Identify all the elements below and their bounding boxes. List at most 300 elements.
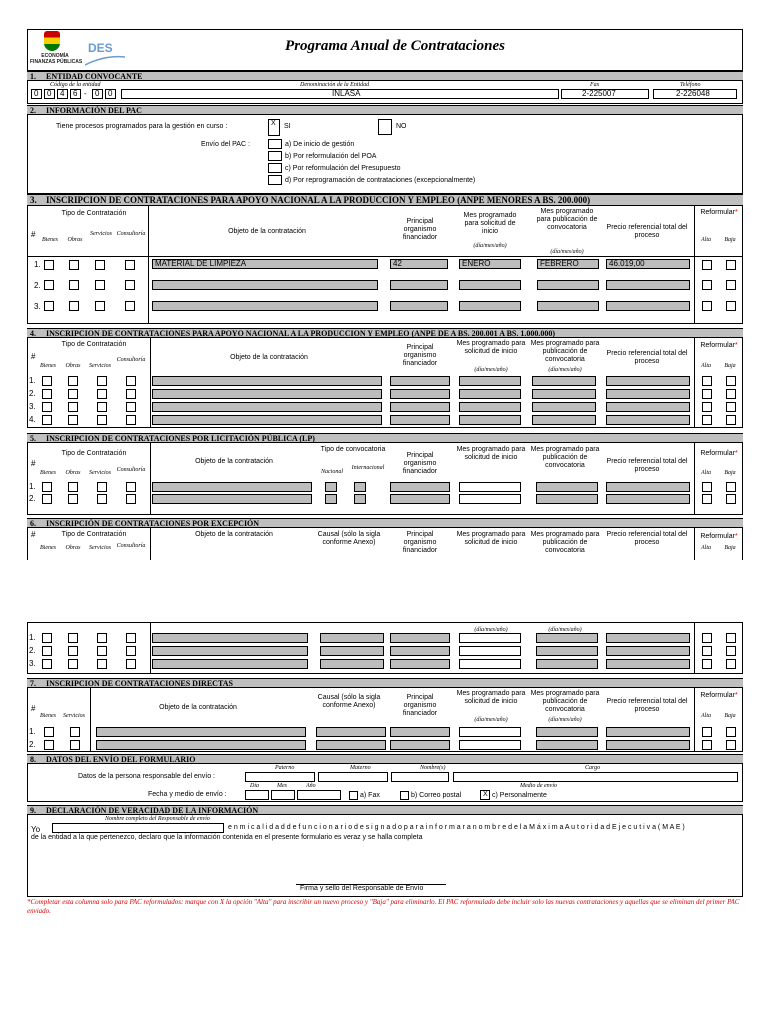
- code-digit[interactable]: 6: [70, 89, 81, 99]
- causal-field[interactable]: [320, 646, 384, 656]
- hash-label: #: [31, 230, 36, 239]
- nacional-header: Nacional: [321, 469, 343, 475]
- mes-pub-field[interactable]: FEBRERO: [537, 259, 599, 269]
- row-number: 1.: [29, 376, 36, 385]
- section-5-num: 5.: [30, 434, 36, 443]
- obras-checkbox[interactable]: [68, 659, 78, 669]
- organismo-header: Principal organismo financiador: [402, 218, 438, 241]
- mes-pub-field[interactable]: [536, 727, 598, 737]
- bienes-checkbox[interactable]: [42, 633, 52, 643]
- code-digit[interactable]: 0: [31, 89, 42, 99]
- section-4-bar: [27, 328, 743, 338]
- mes-inicio-header: Mes programado para solicitud de inicio: [456, 340, 526, 355]
- organismo-field[interactable]: [390, 415, 450, 425]
- organismo-field[interactable]: [390, 402, 450, 412]
- baja-checkbox[interactable]: [726, 376, 736, 386]
- correo-option: b) Correo postal: [411, 792, 462, 799]
- si-label: SI: [284, 123, 291, 130]
- alta-checkbox[interactable]: [702, 280, 712, 290]
- col-divider: [694, 688, 695, 752]
- servicios-checkbox[interactable]: [95, 260, 105, 270]
- alta-checkbox[interactable]: [702, 633, 712, 643]
- obras-checkbox[interactable]: [68, 494, 78, 504]
- dma-header: (día/mes/año): [474, 627, 508, 633]
- col-divider: [148, 206, 149, 324]
- obras-header: Obras: [65, 363, 81, 369]
- col-divider: [694, 528, 695, 560]
- section-2-bar: [27, 105, 743, 115]
- row-number: 2.: [29, 389, 36, 398]
- obras-checkbox[interactable]: [68, 376, 78, 386]
- section-8-title: DATOS DEL ENVÍO DEL FORMULARIO: [46, 755, 196, 764]
- consultoria-checkbox[interactable]: [126, 389, 136, 399]
- mes-pub-field[interactable]: [536, 494, 598, 504]
- precio-field[interactable]: [606, 280, 690, 290]
- col-divider: [150, 338, 151, 428]
- alta-header: Alta: [701, 545, 711, 551]
- mes-pub-header: Mes programado para publicación de convocatoria: [530, 690, 600, 713]
- mes-inicio-field[interactable]: [459, 376, 521, 386]
- bienes-header: Bienes: [40, 545, 56, 551]
- alta-checkbox[interactable]: [702, 389, 712, 399]
- cargo-label: Cargo: [585, 765, 601, 771]
- section-1-title: ENTIDAD CONVOCANTE: [46, 72, 143, 81]
- section-9-bar: [27, 805, 743, 815]
- col-divider: [694, 206, 695, 324]
- section-1-num: 1.: [30, 72, 36, 81]
- bienes-checkbox[interactable]: [42, 402, 52, 412]
- yo-label: Yo: [31, 825, 41, 834]
- logo-des-text: DES: [88, 41, 113, 55]
- causal-field[interactable]: [316, 727, 386, 737]
- precio-field[interactable]: [606, 633, 690, 643]
- servicios-checkbox[interactable]: [97, 482, 107, 492]
- causal-header: Causal (sólo la sigla conforme Anexo): [317, 531, 381, 546]
- reformular-asterisk: *: [734, 692, 738, 699]
- obras-checkbox[interactable]: [68, 646, 78, 656]
- bienes-checkbox[interactable]: [42, 376, 52, 386]
- consultoria-checkbox[interactable]: [126, 659, 136, 669]
- servicios-checkbox[interactable]: [97, 633, 107, 643]
- tipo-header: Tipo de Contratación: [61, 531, 127, 538]
- section-3-bar: [27, 194, 743, 206]
- row-number: 3.: [29, 659, 36, 668]
- hash-label: #: [31, 530, 36, 539]
- entity-name-label: Denominación de la Entidad: [300, 82, 370, 88]
- mes-pub-field[interactable]: [532, 415, 596, 425]
- causal-field[interactable]: [316, 740, 386, 750]
- mes-pub-field[interactable]: [536, 659, 598, 669]
- organismo-field[interactable]: 42: [390, 259, 448, 269]
- mes-pub-field[interactable]: [532, 376, 596, 386]
- baja-checkbox[interactable]: [726, 301, 736, 311]
- mes-pub-header: Mes programado para publicación de convocatoria: [530, 340, 600, 363]
- reformular-header: [696, 450, 742, 458]
- precio-field[interactable]: 46.019,00: [606, 259, 690, 269]
- signature-label: Firma y sello del Responsable de Envío: [300, 885, 424, 892]
- servicios-header: Servicios: [89, 470, 111, 476]
- fax-field[interactable]: 2-225007: [561, 89, 649, 99]
- consultoria-checkbox[interactable]: [126, 646, 136, 656]
- baja-checkbox[interactable]: [726, 727, 736, 737]
- mes-pub-field[interactable]: [537, 280, 599, 290]
- consultoria-header: Consultoría: [116, 357, 146, 363]
- no-checkbox[interactable]: [378, 119, 392, 135]
- objeto-field[interactable]: [152, 389, 382, 399]
- mes-pub-header: Mes programado para publicación de convocatoria: [536, 208, 598, 231]
- bienes-checkbox[interactable]: [42, 389, 52, 399]
- phone-field[interactable]: 2-226048: [653, 89, 737, 99]
- objeto-field[interactable]: [152, 402, 382, 412]
- precio-field[interactable]: [606, 301, 690, 311]
- consultoria-checkbox[interactable]: [126, 402, 136, 412]
- objeto-field[interactable]: [96, 727, 306, 737]
- row-number: 3.: [29, 402, 36, 411]
- bienes-header: Bienes: [42, 237, 58, 243]
- mes-inicio-field[interactable]: [459, 402, 521, 412]
- dma-header: (día/mes/año): [474, 717, 508, 723]
- objeto-header: Objeto de la contratación: [230, 354, 308, 361]
- alta-checkbox[interactable]: [702, 727, 712, 737]
- objeto-header: Objeto de la contratación: [195, 531, 273, 538]
- obras-checkbox[interactable]: [68, 415, 78, 425]
- bienes-checkbox[interactable]: [42, 482, 52, 492]
- section-3-header-divider: [27, 256, 743, 257]
- bienes-checkbox[interactable]: [42, 646, 52, 656]
- mes-pub-field[interactable]: [537, 301, 599, 311]
- baja-checkbox[interactable]: [726, 402, 736, 412]
- objeto-field[interactable]: [152, 415, 382, 425]
- mes-inicio-field[interactable]: [459, 415, 521, 425]
- bienes-checkbox[interactable]: [44, 740, 54, 750]
- baja-checkbox[interactable]: [726, 260, 736, 270]
- obras-checkbox[interactable]: [68, 482, 78, 492]
- footnote-text: Completar esta columna solo para PAC reformulados: marque con X la opción "Alta" para inscribir un nuevo proceso y "Baja" para eliminarlo. El PAC reformulado debe incluir solo las nuevas contrataciones y aquellas que se eliminan del primer PAC enviado.: [27, 898, 740, 915]
- mes-pub-field[interactable]: [536, 633, 598, 643]
- reformular-asterisk: *: [734, 450, 738, 457]
- envio-option-c-checkbox[interactable]: [268, 163, 282, 173]
- obras-checkbox[interactable]: [68, 402, 78, 412]
- consultoria-checkbox[interactable]: [126, 633, 136, 643]
- precio-field[interactable]: [606, 376, 690, 386]
- baja-checkbox[interactable]: [726, 389, 736, 399]
- dia-label: Día: [250, 783, 259, 789]
- objeto-field[interactable]: [152, 301, 378, 311]
- reformular-header: [696, 692, 742, 700]
- baja-checkbox[interactable]: [726, 659, 736, 669]
- consultoria-checkbox[interactable]: [125, 260, 135, 270]
- paterno-field[interactable]: [245, 772, 315, 782]
- fecha-label: Fecha y medio de envío :: [148, 791, 227, 798]
- internacional-checkbox[interactable]: [354, 482, 366, 492]
- pac-question: Tiene procesos programados para la gestión en curso :: [56, 123, 228, 130]
- servicios-checkbox[interactable]: [70, 740, 80, 750]
- col-divider: [694, 622, 695, 674]
- mes-inicio-field[interactable]: [459, 494, 521, 504]
- organismo-field[interactable]: [390, 646, 450, 656]
- organismo-field[interactable]: [390, 301, 448, 311]
- consultoria-checkbox[interactable]: [125, 301, 135, 311]
- baja-checkbox[interactable]: [726, 646, 736, 656]
- person-label: Datos de la persona responsable del envío :: [78, 773, 215, 780]
- objeto-header: Objeto de la contratación: [195, 458, 273, 465]
- row-number: 2.: [29, 494, 36, 503]
- section-9-title: DECLARACIÓN DE VERACIDAD DE LA INFORMACIÓN: [46, 806, 259, 815]
- servicios-checkbox[interactable]: [95, 280, 105, 290]
- reformular-label: Reformular: [700, 209, 735, 216]
- reformular-header: [696, 342, 742, 350]
- mes-inicio-field[interactable]: [459, 727, 521, 737]
- obras-checkbox[interactable]: [69, 260, 79, 270]
- section-7-num: 7.: [30, 679, 36, 688]
- entity-name-field[interactable]: INLASA: [121, 89, 559, 99]
- reformular-asterisk: *: [734, 209, 738, 216]
- mes-pub-field[interactable]: [532, 389, 596, 399]
- hash-label: #: [31, 704, 36, 713]
- baja-checkbox[interactable]: [726, 740, 736, 750]
- bienes-checkbox[interactable]: [42, 415, 52, 425]
- bienes-checkbox[interactable]: [44, 260, 54, 270]
- bienes-checkbox[interactable]: [44, 727, 54, 737]
- organismo-header: Principal organismo financiador: [402, 452, 438, 475]
- consultoria-checkbox[interactable]: [126, 482, 136, 492]
- obras-checkbox[interactable]: [69, 301, 79, 311]
- obras-checkbox[interactable]: [68, 389, 78, 399]
- precio-field[interactable]: [606, 389, 690, 399]
- consultoria-header: Consultoría: [116, 231, 146, 237]
- consultoria-checkbox[interactable]: [126, 376, 136, 386]
- tipo-header: Tipo de Contratación: [61, 341, 127, 348]
- row-number: 1.: [29, 482, 36, 491]
- code-digit[interactable]: 0: [92, 89, 103, 99]
- col-divider: [694, 443, 695, 515]
- reformular-header: [696, 533, 742, 541]
- organismo-field[interactable]: [390, 494, 450, 504]
- alta-checkbox[interactable]: [702, 740, 712, 750]
- objeto-field[interactable]: [152, 280, 378, 290]
- precio-field[interactable]: [606, 402, 690, 412]
- dia-field[interactable]: [245, 790, 269, 800]
- code-digit[interactable]: 0: [44, 89, 55, 99]
- row-number: 2.: [29, 740, 36, 749]
- organismo-field[interactable]: [390, 740, 450, 750]
- organismo-header: Principal organismo financiador: [402, 694, 438, 717]
- objeto-field[interactable]: [152, 633, 308, 643]
- precio-header: Precio referencial total del proceso: [606, 224, 688, 239]
- code-digit[interactable]: 0: [105, 89, 116, 99]
- alta-header: Alta: [701, 470, 711, 476]
- baja-header: Baja: [724, 237, 736, 243]
- no-label: NO: [396, 123, 407, 130]
- anio-field[interactable]: [297, 790, 341, 800]
- objeto-field[interactable]: [152, 659, 308, 669]
- reformular-asterisk: *: [734, 533, 738, 540]
- internacional-header: Internacional: [351, 465, 385, 471]
- organismo-field[interactable]: [390, 633, 450, 643]
- mes-inicio-field[interactable]: [459, 646, 521, 656]
- section-3-num: 3.: [30, 195, 37, 205]
- alta-checkbox[interactable]: [702, 659, 712, 669]
- servicios-checkbox[interactable]: [97, 494, 107, 504]
- section-2-title: INFORMACIÓN DEL PAC: [46, 106, 142, 115]
- alta-checkbox[interactable]: [702, 646, 712, 656]
- nombres-field[interactable]: [391, 772, 449, 782]
- consultoria-checkbox[interactable]: [126, 494, 136, 504]
- precio-field[interactable]: [606, 646, 690, 656]
- bienes-checkbox[interactable]: [42, 659, 52, 669]
- causal-field[interactable]: [320, 659, 384, 669]
- bienes-checkbox[interactable]: [44, 280, 54, 290]
- mes-inicio-field[interactable]: [459, 482, 521, 492]
- mes-inicio-field[interactable]: [459, 633, 521, 643]
- section-2-num: 2.: [30, 106, 36, 115]
- logo: [30, 31, 125, 69]
- row-number: 2.: [34, 281, 41, 290]
- alta-checkbox[interactable]: [702, 301, 712, 311]
- organismo-field[interactable]: [390, 280, 448, 290]
- nacional-checkbox[interactable]: [325, 494, 337, 504]
- fax-checkbox[interactable]: [349, 791, 358, 800]
- correo-checkbox[interactable]: [400, 791, 409, 800]
- consultoria-checkbox[interactable]: [125, 280, 135, 290]
- tipo-header: Tipo de Contratación: [61, 210, 127, 217]
- mes-pub-header: Mes programado para publicación de convocatoria: [530, 531, 600, 554]
- envio-option-a-checkbox[interactable]: [268, 139, 282, 149]
- anio-label: Año: [306, 783, 316, 789]
- paterno-label: Paterno: [275, 765, 295, 771]
- mes-inicio-header: Mes programado para solicitud de inicio: [456, 446, 526, 461]
- mes-inicio-header: Mes programado para solicitud de inicio: [456, 690, 526, 705]
- personal-checkbox[interactable]: X: [480, 790, 490, 800]
- cargo-field[interactable]: [453, 772, 738, 782]
- si-checkbox[interactable]: X: [268, 119, 280, 136]
- mes-inicio-field[interactable]: [459, 301, 521, 311]
- servicios-header: Servicios: [89, 363, 111, 369]
- alta-checkbox[interactable]: [702, 415, 712, 425]
- row-number: 2.: [29, 646, 36, 655]
- organismo-field[interactable]: [390, 389, 450, 399]
- reformular-label: Reformular: [700, 450, 735, 457]
- servicios-checkbox[interactable]: [95, 301, 105, 311]
- objeto-field[interactable]: [152, 646, 308, 656]
- servicios-checkbox[interactable]: [97, 402, 107, 412]
- col-divider: [90, 688, 91, 752]
- precio-field[interactable]: [606, 727, 690, 737]
- materno-field[interactable]: [318, 772, 388, 782]
- section-5-bar: [27, 433, 743, 443]
- row-number: 1.: [29, 633, 36, 642]
- mes-pub-field[interactable]: [536, 646, 598, 656]
- organismo-field[interactable]: [390, 659, 450, 669]
- responsable-name-field[interactable]: [52, 823, 224, 833]
- objeto-field[interactable]: [152, 376, 382, 386]
- footnote-star: *: [27, 898, 31, 906]
- consultoria-header: Consultoría: [116, 467, 146, 473]
- alta-checkbox[interactable]: [702, 494, 712, 504]
- servicios-checkbox[interactable]: [70, 727, 80, 737]
- mes-inicio-field[interactable]: [459, 659, 521, 669]
- organismo-field[interactable]: [390, 482, 450, 492]
- baja-checkbox[interactable]: [726, 494, 736, 504]
- hash-label: #: [31, 352, 36, 361]
- servicios-checkbox[interactable]: [97, 415, 107, 425]
- alta-checkbox[interactable]: [702, 402, 712, 412]
- obras-header: Obras: [67, 237, 83, 243]
- alta-checkbox[interactable]: [702, 376, 712, 386]
- objeto-field[interactable]: MATERIAL DE LIMPIEZA: [152, 259, 378, 269]
- envio-option-c: c) Por reformulación del Presupuesto: [285, 165, 401, 172]
- servicios-checkbox[interactable]: [97, 659, 107, 669]
- envio-option-b-checkbox[interactable]: [268, 151, 282, 161]
- responsable-name-label: Nombre completo del Responsable de envío: [105, 816, 210, 822]
- internacional-checkbox[interactable]: [354, 494, 366, 504]
- organismo-header: Principal organismo financiador: [402, 344, 438, 367]
- servicios-checkbox[interactable]: [97, 376, 107, 386]
- baja-checkbox[interactable]: [726, 415, 736, 425]
- causal-field[interactable]: [320, 633, 384, 643]
- obras-checkbox[interactable]: [68, 633, 78, 643]
- objeto-field[interactable]: [96, 740, 306, 750]
- precio-field[interactable]: [606, 494, 690, 504]
- mes-inicio-header: Mes programado para solicitud de inicio: [456, 531, 526, 546]
- bienes-checkbox[interactable]: [42, 494, 52, 504]
- objeto-field[interactable]: [152, 482, 312, 492]
- precio-field[interactable]: [606, 659, 690, 669]
- servicios-header: Servicios: [63, 713, 85, 719]
- precio-field[interactable]: [606, 740, 690, 750]
- nacional-checkbox[interactable]: [325, 482, 337, 492]
- organismo-header: Principal organismo financiador: [402, 531, 438, 554]
- mes-inicio-field[interactable]: [459, 740, 521, 750]
- bienes-checkbox[interactable]: [44, 301, 54, 311]
- envio-option-d-checkbox[interactable]: [268, 175, 282, 185]
- mes-inicio-field[interactable]: [459, 280, 521, 290]
- precio-header: Precio referencial total del proceso: [606, 698, 688, 713]
- mes-field[interactable]: [271, 790, 295, 800]
- baja-checkbox[interactable]: [726, 280, 736, 290]
- obras-checkbox[interactable]: [69, 280, 79, 290]
- reformular-header: [696, 209, 742, 217]
- section-9-num: 9.: [30, 806, 36, 815]
- mes-inicio-field[interactable]: ENERO: [459, 259, 521, 269]
- consultoria-checkbox[interactable]: [126, 415, 136, 425]
- alta-checkbox[interactable]: [702, 482, 712, 492]
- bienes-header: Bienes: [40, 363, 56, 369]
- mes-pub-field[interactable]: [532, 402, 596, 412]
- alta-header: Alta: [701, 237, 711, 243]
- baja-checkbox[interactable]: [726, 482, 736, 492]
- mes-pub-field[interactable]: [536, 482, 598, 492]
- objeto-field[interactable]: [152, 494, 312, 504]
- baja-checkbox[interactable]: [726, 633, 736, 643]
- servicios-checkbox[interactable]: [97, 646, 107, 656]
- bienes-header: Bienes: [40, 713, 56, 719]
- organismo-field[interactable]: [390, 727, 450, 737]
- alta-checkbox[interactable]: [702, 260, 712, 270]
- precio-field[interactable]: [606, 415, 690, 425]
- code-digit[interactable]: 4: [57, 89, 68, 99]
- mes-pub-field[interactable]: [536, 740, 598, 750]
- consultoria-header: Consultoría: [116, 543, 146, 549]
- fax-label: Fax: [590, 82, 600, 88]
- mes-inicio-field[interactable]: [459, 389, 521, 399]
- hash-label: #: [31, 459, 36, 468]
- precio-field[interactable]: [606, 482, 690, 492]
- convocatoria-header: Tipo de convocatoria: [320, 446, 386, 453]
- section-1-bar: [27, 71, 743, 81]
- organismo-field[interactable]: [390, 376, 450, 386]
- servicios-checkbox[interactable]: [97, 389, 107, 399]
